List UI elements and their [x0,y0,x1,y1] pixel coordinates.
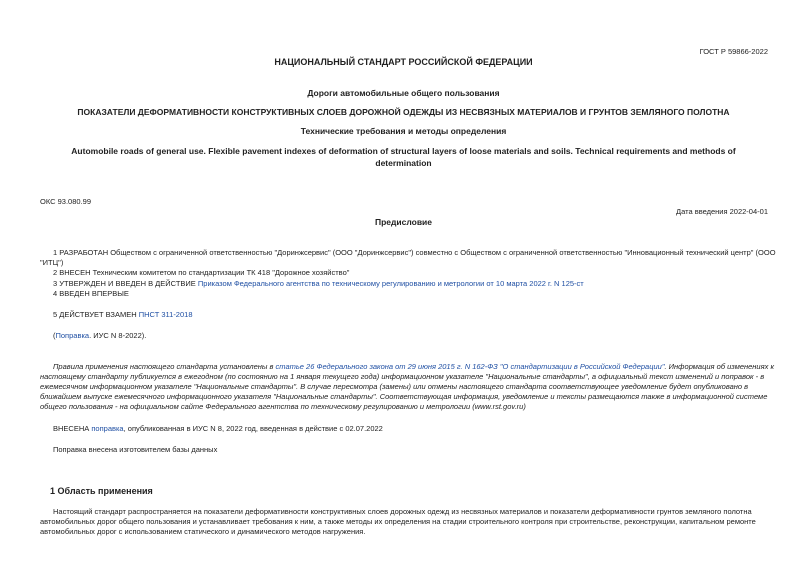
preface-item-2: 2 ВНЕСЕН Техническим комитетом по стандартизации ТК 418 "Дорожное хозяйство" [53,268,350,277]
amendment-info-end: , опубликованная в ИУС N 8, 2022 год, введенная в действие с 02.07.2022 [123,424,383,433]
introduction-date: Дата введения 2022-04-01 [676,207,768,216]
national-standard-heading: НАЦИОНАЛЬНЫЙ СТАНДАРТ РОССИЙСКОЙ ФЕДЕРАЦИИ [274,57,533,67]
preface-item-3-text: 3 УТВЕРЖДЕН И ВВЕДЕН В ДЕЙСТВИЕ [53,279,196,288]
preface-item-1 [53,248,807,258]
amendment-open-paren: ( [53,331,56,340]
document-code: ГОСТ Р 59866-2022 [699,47,768,56]
order-link[interactable]: Приказом Федерального агентства по техническому регулированию и метрологии от 10 марта 2022 г. N 125-ст [197,279,584,288]
amendment-note: Поправка внесена изготовителем базы данных [53,445,218,454]
section-1-paragraph [40,507,780,537]
federal-law-link[interactable]: статье 26 Федерального закона от 29 июня 2015 г. N 162-ФЗ "О стандартизации в Российской Федерации" [275,362,665,371]
document-subtitle: Технические требования и методы определения [300,126,507,136]
rules-line-3: ежемесячном информационном указателе "Национальные стандарты". В случае пересмотра (замены) или отмены настоящего стандарта соответствующее уведомление будет опубликовано в [40,382,749,391]
oks-code: ОКС 93.080.99 [40,197,91,206]
amendment-info-start: ВНЕСЕНА [53,424,90,433]
amendment-link[interactable]: Поправка [55,331,90,340]
amendment-reference-rest: . ИУС N 8-2022). [89,331,147,340]
amendment-info [53,424,383,434]
standard-series: Дороги автомобильные общего пользования [307,88,500,98]
section-1-heading: 1 Область применения [50,486,153,496]
english-title-line-2: determination [375,158,432,168]
section-1-line-1: Настоящий стандарт распространяется на показатели деформативности конструктивных слоев дорожных одежд из несвязных материалов и показатели деформативности грунтов земляного полотна [53,507,752,516]
rules-line-4: ближайшем выпуске ежемесячного информационного указателя "Национальные стандарты". Соответствующая информация, уведомление и тексты размещаются также в информационной системе [40,392,768,401]
english-title [40,145,767,169]
rules-line-2: настоящему стандарту публикуется в ежегодном (по состоянию на 1 января текущего года) информационном указателе "Национальные стандарты", а официальный текст изменений и поправок - в [40,372,765,381]
preface-item-3 [53,279,584,289]
preface-item-4: 4 ВВЕДЕН ВПЕРВЫЕ [53,289,129,298]
preface-heading: Предисловие [374,217,433,227]
pnst-link[interactable]: ПНСТ 311-2018 [138,310,193,319]
preface-item-1-line-1: 1 РАЗРАБОТАН Обществом с ограниченной ответственностью "Доринжсервис" (ООО "Доринжсервис") совместно с Обществом с ограниченной ответственностью "Инновационный технический центр" (ООО [53,248,776,257]
preface-item-5 [53,310,193,320]
amendment-reference [53,331,146,341]
document-title: ПОКАЗАТЕЛИ ДЕФОРМАТИВНОСТИ КОНСТРУКТИВНЫХ СЛОЕВ ДОРОЖНОЙ ОДЕЖДЫ ИЗ НЕСВЯЗНЫХ МАТЕРИАЛОВ И ГРУНТОВ ЗЕМЛЯНОГО ПОЛОТНА [77,107,730,117]
rules-line-1 [40,362,780,372]
rules-line-1-end: . Информация об изменениях к [664,362,774,371]
amendment-info-link[interactable]: поправка [91,424,124,433]
rules-paragraph [40,362,780,412]
preface-item-5-text: 5 ДЕЙСТВУЕТ ВЗАМЕН [53,310,137,319]
section-1-line-2: автомобильных дорог общего пользования и устанавливает требования к ним, а также методы их определения на стадии строительного контроля при строительстве, реконструкции, капитальном ремонте [40,517,756,526]
english-title-line-1: Automobile roads of general use. Flexible pavement indexes of deformation of structural layers of loose materials and soils. Technical requirements and methods of [71,146,736,156]
rules-line-5: общего пользования - на официальном сайте Федерального агентства по техническому регулированию и метрологии (www.rst.gov.ru) [40,402,526,411]
section-1-line-3: автомобильных дорог с использованием статического и динамического методов нагружения. [40,527,366,536]
preface-item-1-line-2: "ИТЦ") [40,258,64,267]
rules-line-1-start: Правила применения настоящего стандарта установлены в [53,362,274,371]
